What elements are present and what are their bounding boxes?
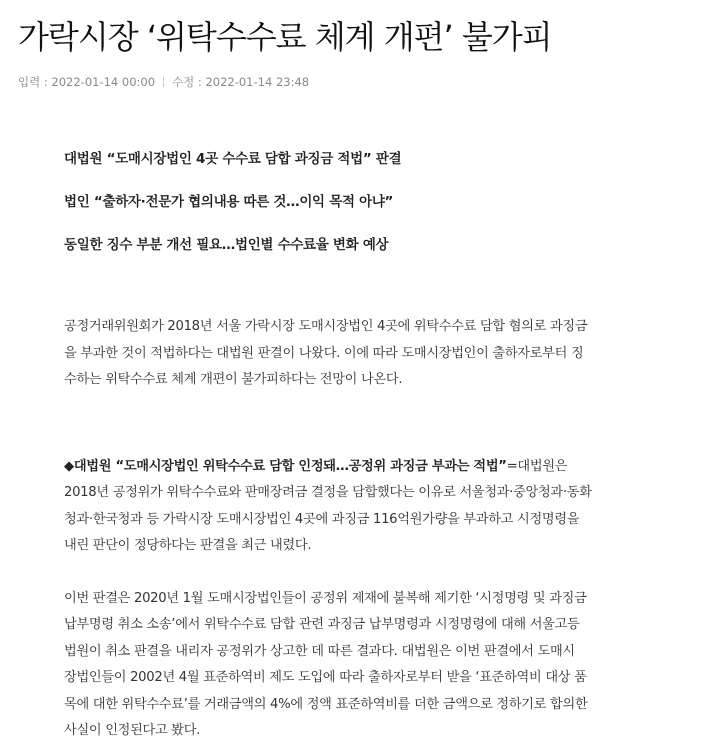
paragraph-line: 목에 대한 위탁수수료’를 거래금액의 4%에 정액 표준하역비를 더한 금액으로 정하기로 합의한	[64, 696, 588, 712]
paragraph-line: 사실이 인정된다고 봤다.	[64, 723, 201, 738]
subheading-2: 법인 “출하자·전문가 협의내용 따른 것…이익 목적 아냐”	[64, 194, 394, 210]
header-divider	[18, 104, 686, 105]
paragraph-line: 이번 판결은 2020년 1월 도매시장법인들이 공정위 제재에 불복해 제기한 ‘시정명령 및 과징금	[64, 590, 587, 606]
paragraph-line	[64, 454, 694, 481]
paragraph-line: 을 부과한 것이 적법하다는 대법원 판결이 나왔다. 이에 따라 도매시장법인이 출하자로부터 징	[64, 345, 584, 361]
section-heading-rest: =대법원은	[506, 458, 568, 474]
paragraph-lead	[64, 314, 694, 394]
subheading-1: 대법원 “도매시장법인 4곳 수수료 담합 과징금 적법” 판결	[64, 151, 402, 167]
paragraph-line: 납부명령 취소 소송’에서 위탁수수료 담합 관련 과징금 납부명령과 시정명령에 대해 서울고등	[64, 617, 580, 632]
modified-date: 수정 : 2022-01-14 23:48	[172, 75, 310, 89]
paragraph-line: 2018년 공정위가 위탁수수료와 판매장려금 결정을 담합했다는 이유로 서울청과·중앙청과·동화	[64, 485, 592, 500]
paragraph-line: 청과·한국청과 등 가락시장 도매시장법인 4곳에 과징금 116억원가량을 부과하고 시정명령을	[64, 511, 580, 527]
paragraph-supreme-court	[64, 454, 694, 560]
paragraph-ruling-detail	[64, 586, 694, 745]
paragraph-line: 수하는 위탁수수료 체계 개편이 불가피하다는 전망이 나온다.	[64, 372, 403, 387]
published-date: 입력 : 2022-01-14 00:00	[18, 75, 156, 89]
paragraph-line: 장법인들이 2002년 4월 표준하역비 제도 도입에 따라 출하자로부터 받을 ‘표준하역비 대상 품	[64, 670, 587, 685]
section-heading: ◆대법원 “도매시장법인 위탁수수료 담합 인정돼…공정위 과징금 부과는 적법”	[64, 458, 507, 474]
paragraph-line: 법원이 취소 판결을 내리자 공정위가 상고한 데 따른 결과다. 대법원은 이번 판결에서 도매시	[64, 643, 575, 659]
subheading-3: 동일한 징수 부분 개선 필요…법인별 수수료율 변화 예상	[64, 237, 389, 253]
article-body	[64, 314, 694, 745]
paragraph-line: 내린 판단이 정당하다는 판결을 최근 내렸다.	[64, 538, 312, 553]
article-subheadings	[64, 148, 684, 277]
article-meta	[18, 73, 309, 91]
meta-divider	[163, 77, 164, 87]
paragraph-line: 공정거래위원회가 2018년 서울 가락시장 도매시장법인 4곳에 위탁수수료 담합 혐의로 과징금	[64, 319, 588, 334]
article-title: 가락시장 ‘위탁수수료 체계 개편’ 불가피	[18, 18, 552, 56]
